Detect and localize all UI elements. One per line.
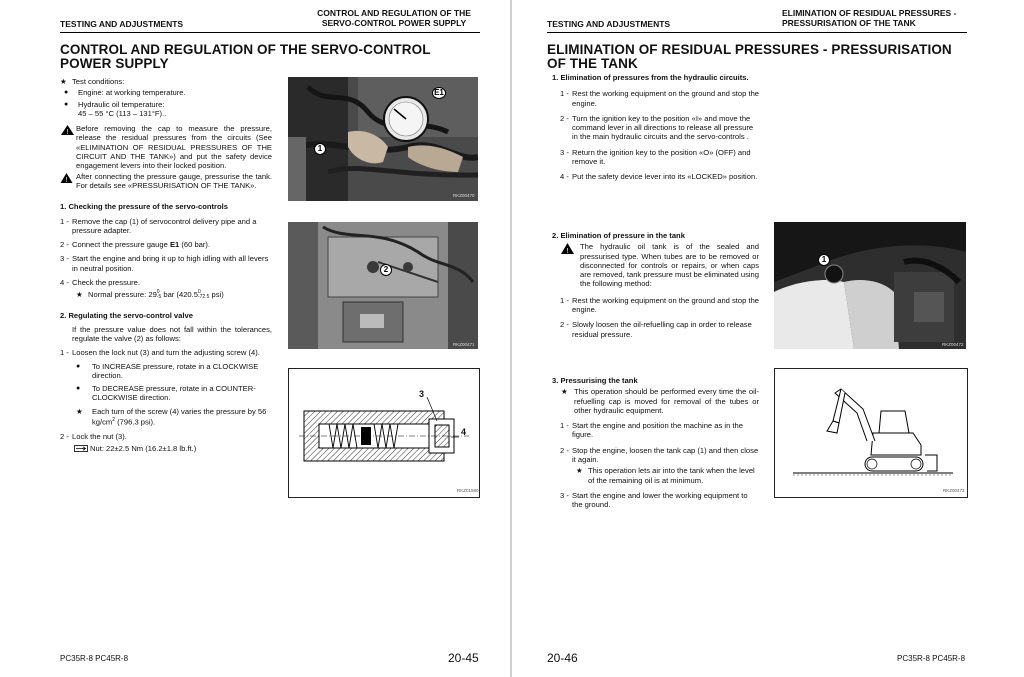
left-header-chapter-line1: CONTROL AND REGULATION OF THE bbox=[317, 8, 471, 18]
pressurise-note bbox=[561, 387, 759, 415]
step-text: Start the engine and lower the working equipment to the ground. bbox=[572, 490, 748, 510]
step-number: 3 - bbox=[560, 490, 569, 500]
left-title-line2: POWER SUPPLY bbox=[60, 56, 169, 71]
step-number: 4 - bbox=[560, 172, 569, 182]
callout-1: 1 bbox=[818, 254, 830, 266]
tolerance-upper: 0 bbox=[197, 289, 201, 296]
warning-triangle-icon bbox=[560, 242, 575, 255]
step-item bbox=[60, 217, 272, 236]
step-text: Stop the engine, loosen the tank cap (1) and then close it again. bbox=[572, 445, 759, 465]
gauge-photo-illustration bbox=[288, 77, 478, 201]
left-header-chapter bbox=[306, 8, 482, 28]
step-number: 1 - bbox=[60, 216, 69, 226]
tolerance-upper: 0 bbox=[156, 289, 160, 296]
test-conditions-label: Test conditions: bbox=[72, 77, 125, 86]
section-heading: 2. Elimination of pressure in the tank bbox=[552, 231, 685, 240]
svg-text:!: ! bbox=[566, 246, 569, 256]
step-item bbox=[560, 148, 759, 167]
photo-reference: RKZ00472 bbox=[942, 342, 964, 347]
step-number: 3 - bbox=[560, 147, 569, 157]
bullet-icon: ● bbox=[76, 362, 81, 370]
step-text: Lock the nut (3). bbox=[72, 431, 127, 441]
right-page bbox=[512, 0, 1024, 677]
pressure-label: Normal pressure: 29 bbox=[88, 290, 157, 300]
section-heading: 2. Regulating the servo-control valve bbox=[60, 311, 193, 321]
tolerance-lower: -5 bbox=[156, 294, 162, 301]
right-header-section: TESTING AND ADJUSTMENTS bbox=[547, 19, 671, 29]
step-item bbox=[560, 320, 759, 339]
condition-item bbox=[60, 100, 272, 119]
step-item bbox=[560, 172, 759, 181]
step-item bbox=[60, 254, 272, 273]
tolerance-2 bbox=[198, 290, 209, 300]
left-text-column bbox=[60, 77, 272, 453]
left-header-section: TESTING AND ADJUSTMENTS bbox=[60, 19, 184, 29]
left-page bbox=[0, 0, 510, 677]
step-number: 1 - bbox=[560, 421, 569, 431]
step-item bbox=[560, 114, 759, 142]
step-item bbox=[60, 432, 272, 454]
step-text: Slowly loosen the oil-refuelling cap in order to release residual pressure. bbox=[572, 320, 752, 339]
warning-text: Before removing the cap to measure the pressure, release the residual pressures from the circuits (See «ELIMINATION OF RESIDUAL PRESSURES OF THE CIRCUIT AND THE TANK») and put the safety device engagement levers into their locked position. bbox=[76, 124, 272, 171]
torque-spec bbox=[72, 444, 272, 453]
adjust-text: To DECREASE pressure, rotate in a COUNTER-CLOCKWISE direction. bbox=[92, 384, 256, 403]
photo-reference: RKZ00471 bbox=[453, 342, 475, 347]
step-item bbox=[560, 421, 759, 440]
callout-e1: E1 bbox=[432, 87, 446, 99]
note-text: This operation lets air into the tank when the level of the remaining oil is at minimum. bbox=[588, 466, 755, 485]
warning-pressurise bbox=[60, 172, 272, 191]
wrench-icon bbox=[74, 445, 88, 452]
warning-triangle-icon bbox=[60, 172, 73, 184]
step-number: 1 - bbox=[560, 89, 569, 99]
step-text: Connect the pressure gauge bbox=[72, 240, 170, 250]
step-item bbox=[60, 348, 272, 427]
step-number: 4 - bbox=[60, 278, 69, 288]
svg-text:!: ! bbox=[65, 176, 68, 184]
warning-sealed-tank bbox=[560, 242, 759, 288]
step-number: 2 - bbox=[560, 113, 569, 123]
diagram-reference: RKZ00473 bbox=[943, 488, 965, 493]
right-text-column-middle bbox=[552, 231, 759, 339]
note-text: Each turn of the screw (4) varies the pressure by 56 kg/cm bbox=[92, 406, 267, 427]
gauge-code: E1 bbox=[169, 240, 180, 250]
left-header-rule bbox=[60, 32, 480, 33]
step-text: Put the safety device lever into its «LOCKED» position. bbox=[572, 172, 758, 182]
left-header-chapter-line2: SERVO-CONTROL POWER SUPPLY bbox=[321, 18, 467, 28]
right-text-column-bottom bbox=[552, 376, 759, 510]
right-page-number: 20-46 bbox=[547, 651, 578, 665]
step-text: Rest the working equipment on the ground and stop the engine. bbox=[572, 295, 760, 315]
adjust-text: To INCREASE pressure, rotate in a CLOCKWISE direction. bbox=[92, 361, 259, 380]
test-conditions bbox=[60, 77, 272, 86]
bullet-icon: ● bbox=[76, 385, 81, 393]
step-text: Turn the ignition key to the position «I» and move the command lever in all directions to release all pressure in the main hydraulic circuits and the servo-controls . bbox=[572, 113, 754, 142]
warning-text: After connecting the pressure gauge, pressurise the tank. For details see «PRESSURISATION OF THE TANK». bbox=[76, 171, 272, 190]
star-icon: ★ bbox=[76, 290, 83, 300]
right-text-column-top bbox=[552, 73, 759, 182]
step-item bbox=[560, 296, 759, 315]
left-page-number: 20-45 bbox=[448, 651, 479, 665]
diagram-label-4: 4 bbox=[461, 427, 467, 437]
step-item bbox=[560, 446, 759, 485]
section-heading: 1. Elimination of pressures from the hydraulic circuits. bbox=[552, 73, 749, 82]
right-title-line2: OF THE TANK bbox=[547, 56, 638, 71]
step-item bbox=[60, 240, 272, 249]
callout-1: 1 bbox=[314, 143, 326, 155]
step-text: Start the engine and bring it up to high idling with all levers in neutral position. bbox=[72, 254, 269, 273]
excavator-drawing bbox=[775, 369, 967, 497]
star-icon: ★ bbox=[561, 387, 568, 397]
valve-cross-section-diagram bbox=[288, 368, 480, 498]
step-item bbox=[560, 89, 759, 108]
step-number: 3 - bbox=[60, 254, 69, 264]
callout-2: 2 bbox=[380, 264, 392, 276]
pressure-psi: bar (420.5 bbox=[161, 290, 198, 300]
photo-pressure-gauge bbox=[288, 77, 478, 201]
condition-text: Engine: at working temperature. bbox=[78, 88, 186, 98]
condition-text: Hydraulic oil temperature: bbox=[78, 99, 165, 109]
note-text-end: (796.3 psi). bbox=[115, 417, 156, 427]
step-text: Check the pressure. bbox=[72, 278, 140, 288]
warning-release-pressure bbox=[60, 124, 272, 170]
section-intro: If the pressure value does not fall within the tolerances, regulate the valve (2) as follows: bbox=[72, 324, 272, 343]
step-number: 2 - bbox=[60, 240, 69, 250]
right-header-rule bbox=[547, 32, 967, 33]
bullet-icon: ● bbox=[64, 100, 69, 108]
step-text: Return the ignition key to the position «O» (OFF) and remove it. bbox=[572, 147, 751, 167]
step-text: Start the engine and position the machine as in the figure. bbox=[572, 421, 743, 440]
diagram-reference: RKZ01580 bbox=[457, 488, 479, 493]
step-number: 2 - bbox=[560, 445, 569, 455]
valve-photo-illustration bbox=[288, 222, 478, 349]
warning-text: The hydraulic oil tank is of the sealed and pressurised type. When tubes are to be removed or disconnected for controls or repairs, or when caps are removed, tank pressure must be eliminated using the following method: bbox=[580, 242, 759, 289]
valve-section-drawing bbox=[289, 369, 479, 497]
right-page-title bbox=[547, 43, 952, 71]
svg-text:!: ! bbox=[66, 129, 69, 137]
step-number: 1 - bbox=[560, 295, 569, 305]
step-item bbox=[60, 278, 272, 300]
torque-text: Nut: 22±2.5 Nm (16.2±1.8 lb.ft.) bbox=[90, 444, 197, 454]
normal-pressure bbox=[76, 290, 272, 300]
left-page-title bbox=[60, 43, 431, 71]
section-heading: 1. Checking the pressure of the servo-controls bbox=[60, 202, 228, 212]
step-text: Rest the working equipment on the ground and stop the engine. bbox=[572, 89, 760, 108]
pressure-unit: psi) bbox=[209, 290, 224, 300]
right-footer-model: PC35R-8 PC45R-8 bbox=[897, 654, 966, 663]
section-heading: 3. Pressurising the tank bbox=[552, 376, 638, 385]
star-icon: ★ bbox=[76, 406, 83, 416]
excavator-position-diagram bbox=[774, 368, 968, 498]
star-icon: ★ bbox=[576, 466, 583, 476]
adjust-item bbox=[72, 362, 272, 381]
tolerance-lower: -72.5 bbox=[197, 294, 210, 301]
step-text-end: (60 bar). bbox=[179, 240, 211, 250]
star-icon: ★ bbox=[60, 77, 67, 86]
right-header-chapter bbox=[782, 8, 972, 28]
diagram-label-3: 3 bbox=[419, 389, 425, 399]
adjust-item bbox=[72, 384, 272, 403]
right-title-line1: ELIMINATION OF RESIDUAL PRESSURES - PRESSURISATION bbox=[547, 42, 952, 57]
bullet-icon: ● bbox=[64, 89, 69, 97]
air-note bbox=[576, 466, 759, 485]
step-number: 1 - bbox=[60, 348, 69, 358]
warning-triangle-icon bbox=[60, 124, 75, 136]
right-header-chapter-line2: PRESSURISATION OF THE TANK bbox=[782, 18, 916, 28]
screw-note bbox=[76, 407, 272, 427]
step-text: Remove the cap (1) of servocontrol delivery pipe and a pressure adapter. bbox=[72, 216, 257, 235]
note-text: This operation should be performed every time the oil-refuelling cap is moved for removal of the tubes or other hydraulic equipment. bbox=[574, 387, 759, 415]
left-title-line1: CONTROL AND REGULATION OF THE SERVO-CONTROL bbox=[60, 42, 431, 57]
note-superscript: 2 bbox=[112, 417, 116, 424]
photo-reference: RKZ00470 bbox=[453, 193, 475, 198]
condition-value: 45 – 55 °C (113 – 131°F).. bbox=[78, 108, 167, 118]
left-footer-model: PC35R-8 PC45R-8 bbox=[60, 654, 129, 663]
tank-photo-illustration bbox=[774, 222, 966, 349]
step-number: 2 - bbox=[60, 431, 69, 441]
condition-item bbox=[60, 88, 272, 97]
photo-tank-cap bbox=[774, 222, 966, 349]
step-item bbox=[560, 491, 759, 510]
step-number: 2 - bbox=[560, 320, 569, 330]
right-header-chapter-line1: ELIMINATION OF RESIDUAL PRESSURES - bbox=[782, 8, 957, 18]
step-text: Loosen the lock nut (3) and turn the adjusting screw (4). bbox=[72, 348, 260, 358]
photo-servo-valve bbox=[288, 222, 478, 349]
